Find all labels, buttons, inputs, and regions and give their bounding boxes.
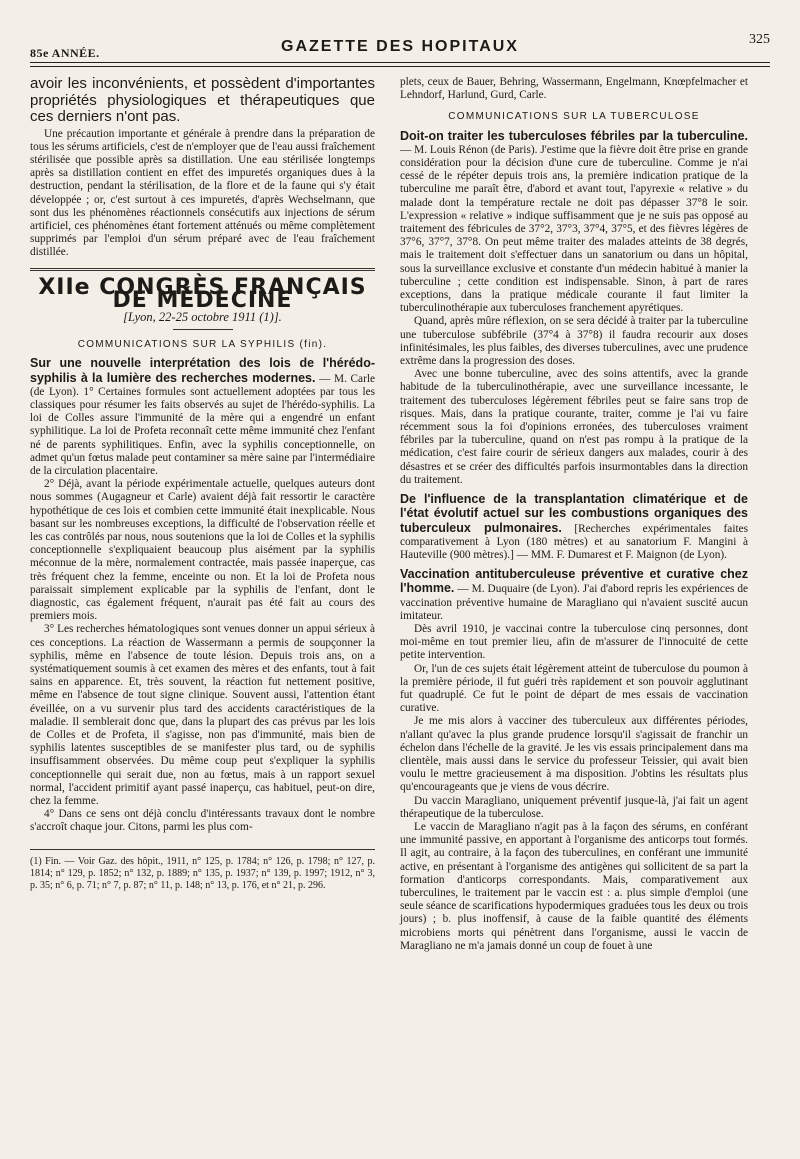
footnote-text: (1) Fin. — Voir Gaz. des hôpit., 1911, n° 125, p. 1784; n° 126, p. 1798; n° 127, p. 1814; n° 129, p. 1852; n° 132, p. 1889; n° 135, p. 1937; n° 139, p. 1997; 1912, n° 3, p. 35; n° 6, p. 71; n° 7, p. 87; n° 11, p. 148; n° 13, p. 176, et n° 21, p. 296.: [30, 855, 375, 891]
article-author: — M. Duquaire (de Lyon).: [457, 583, 580, 596]
section-divider: [30, 268, 375, 271]
footnote: [30, 849, 375, 892]
article-author: — M. Carle (de Lyon).: [30, 372, 375, 398]
paragraph: Dès avril 1910, je vaccinai contre la tuberculose cinq personnes, dont moi-même en tout premier lieu, afin de m'assurer de l'innocuité de cette petite intervention.: [400, 622, 748, 662]
paragraph: 1° Certaines formules sont actuellement adoptées par tous les classiques pour résumer les faits observés au sujet de l'hérédo-syphilis. La loi de Colles assure l'immunité de la mère qui a engendré un enfant syphilitique. La loi de Profeta reconnaît cette même immunité chez l'enfant né de parents syphilitiques. Enfin, avec la syphilis conceptionnelle, on admet qu'un fœtus malade peut contaminer sa mère saine par l'intermédiaire de la circulation placentaire.: [30, 385, 375, 477]
paragraph: Avec une bonne tuberculine, avec des soins attentifs, avec la grande habitude de la tuberculinothérapie, avec une surveillance incessante, le traitement des tuberculoses légèrement fébriles peut se faire sans trop de risques. Mais, dans la pratique courante, traiter, comme je l'ai vu faire récemment sous la foi d'opinions erronées, des tuberculoses vraiment fébriles par la tuberculine, quand on n'est pas rompu à la pratique de la médication, c'est faire courir de sérieux dangers aux malades, courir à des désastres et se créer des difficultés parfois insurmontables dans la direction du traitement.: [400, 368, 748, 486]
paragraph: Du vaccin Maragliano, uniquement préventif jusque-là, j'ai fait un agent thérapeutique de la tuberculose.: [400, 794, 748, 820]
section-heading: COMMUNICATIONS SUR LA TUBERCULOSE: [448, 111, 700, 123]
paragraph: [Recherches expérimentales faites comparativement à Lyon (180 mètres) et au sanatorium F. Mangini à Hauteville (900 mètres).] — MM. F. Dumarest et F. Maignon (de Lyon).: [400, 522, 749, 561]
year-label: 85e ANNÉE.: [30, 46, 100, 60]
article-title: Doit-on traiter les tuberculoses fébriles par la tuberculine.: [400, 128, 748, 143]
paragraph: 4° Dans ce sens ont déjà conclu d'intéressants travaux dont le nombre s'accroît chaque jour. Citons, parmi les plus com-: [30, 808, 375, 834]
congress-dates: [Lyon, 22-25 octobre 1911 (1)].: [123, 309, 282, 324]
paragraph: Une précaution importante et générale à prendre dans la préparation de tous les sérums artificiels, c'est de n'employer que de l'eau aussi fraîchement stérilisée que possible après sa distillation. Une eau stérilisée longtemps après sa distillation contient en effet des impuretés organiques dues à la destruction, pendant la stérilisation, de la flore et de la faune qui s'y était développée ; or, c'est surtout à ces impuretés, d'après Wechselmann, que sont dus les phénomènes réactionnels consécutifs aux injections de sérum artificiel, ces phénomènes étant fortement atténués ou même complètement supprimés par l'emploi d'un sérum préparé avec de l'eau fraîchement distillée.: [30, 127, 375, 259]
paragraph: Or, l'un de ces sujets était légèrement atteint de tuberculose du poumon à la première période, il fut guéri très rapidement et son pouvoir agglutinant fut quadruplé. Ce fut le point de départ de mes essais de vaccination curative.: [400, 662, 748, 715]
header-rule-2: [30, 66, 770, 67]
paragraph: J'ai d'abord repris les expériences de vaccination préventive humaine de Maragliano qui n'avaient suscité aucun imitateur.: [400, 583, 749, 622]
right-column: [400, 76, 748, 953]
page-number: 325: [749, 32, 770, 47]
left-column: [30, 76, 375, 892]
article-title: Sur une nouvelle interprétation des lois de l'hérédo-syphilis à la lumière des recherches modernes.: [30, 356, 375, 385]
article-author: — M. Louis Rénon (de Paris).: [400, 143, 538, 156]
short-divider: [173, 329, 233, 330]
section-heading: COMMUNICATIONS SUR LA SYPHILIS (fin).: [77, 339, 328, 351]
journal-title: GAZETTE DES HOPITAUX: [281, 38, 519, 55]
paragraph: 3° Les recherches hématologiques sont venues donner un appui sérieux à ces conceptions. La réaction de Wassermann a permis de soupçonner la syphilis, même en l'absence de toute lésion. Depuis trois ans, on a systématiquement soumis à cet examen des mères et des enfants, tout à fait sains en apparence. Et, très souvent, la réaction fut nettement positive, même en l'absence de tout signe clinique. Souvent aussi, l'attention étant éveillée, on a vu survenir plus tard des accidents caractéristiques de la maladie. Il semblerait donc que, dans la plupart des cas prévus par les lois de Colles et de Profeta, il s'agisse, non pas d'immunité, mais bien de syphilis latentes susceptibles de se manifester plus tard, ou de syphilis insuffisamment observées. Du même coup peut s'expliquer la syphilis conceptionnelle qui serait due, non au fœtus, mais à un rapport sexuel normal, l'accident primitif ayant passé inaperçu, cas habituel, peut-on dire, chez la femme.: [30, 623, 375, 808]
page-header: [30, 32, 770, 62]
article-title: De l'influence de la transplantation climatérique et de l'état évolutif actuel sur les combustions organiques des tuberculeux pulmonaires.: [400, 492, 748, 535]
paragraph: J'estime que la fièvre doit être prise en grande considération pour la décision d'une cure de tuberculine. Comme je n'ai cessé de le répéter depuis trois ans, la première indication pratique de la tuberculine me paraît être, d'abord et avant tout, l'apyrexie « relative » du malade dont la température rectale ne doit pas dépasser 37°8 le soir. L'expression « relative » indique suffisamment que je ne suis pas opposé au traitement des fébricules de 37°2, 37°3, 37°4, 37°5, et des fièvres légères de 37°6, 37°7, 37°8. On peut même traiter des malades atteints de 38 degrés, mais le traitement doit s'effectuer dans un sanatorium ou dans un hôpital, sous la surveillance exclusive et constante d'un médecin habitué à manier la tuberculine ; cette condition est indispensable. Sinon, à part de rares exceptions, dans la pratique médicale courante il faut limiter la tuberculinothérapie aux tuberculoses franchement apyrétiques.: [400, 143, 748, 315]
intro-text: avoir les inconvénients, et possèdent d'importantes propriétés physiologiques et thérapeutiques que ces derniers n'ont pas.: [30, 75, 375, 125]
header-rule: [30, 62, 770, 63]
paragraph: 2° Déjà, avant la période expérimentale actuelle, quelques auteurs dont nous sommes (Augagneur et Carle) avaient déjà fait ressortir le caractère hypothétique de ces lois et combien cette immunité était inexplicable. Nous basant sur les nombreuses exceptions, la difficulté de l'observation réelle et les cas contrôlés par nous, nous soutenions que la loi de Colles et la syphilis conceptionnelle s'expliquaient beaucoup plus aisément par la syphilis méconnue de la mère, normalement contractée, mais passée inaperçue, cas très fréquent chez la femme, enceinte ou non. Et la loi de Profeta nous paraissait simplement explicable par la syphilis de l'enfant, dont le diagnostic, cas également fréquent, n'aurait pas été fait au cours des premiers mois.: [30, 478, 375, 623]
paragraph: plets, ceux de Bauer, Behring, Wassermann, Engelmann, Knœpfelmacher et Lehndorf, Harlund, Gurd, Carle.: [400, 76, 748, 102]
paragraph: Le vaccin de Maragliano n'agit pas à la façon des sérums, en conférant une immunité passive, en apportant à l'organisme des anticorps tout formés. Il agit, au contraire, à la façon des tuberculines, en conférant une immunité active, en présentant à l'organisme des antigènes qui sollicitent de sa part la formation d'anticorps correspondants. Mais, comparativement aux tuberculines, le traitement par le vaccin est : a. plus simple d'emploi (une seule séance de scarifications hypodermiques graduées tous les deux ou trois jours) ; b. plus inoffensif, à cause de la faible quantité des éléments microbiens morts qui pénètrent dans l'organisme, aussi le vaccin de Maragliano ne m'a jamais donné un coup de fouet à une: [400, 820, 748, 952]
congress-title: XIIe CONGRÈS FRANÇAIS DE MÉDECINE: [38, 274, 367, 313]
paragraph: Quand, après mûre réflexion, on se sera décidé à traiter par la tuberculine une tuberculose subfébrile (37°4 à 37°8) il faudra recourir aux doses infinitésimales, les plus faibles, des diverses tuberculines, avec une prudence extrême dans la progression des doses.: [400, 315, 748, 368]
paragraph: Je me mis alors à vacciner des tuberculeux aux différentes périodes, n'allant qu'avec la plus grande prudence lorsqu'il s'agissait de franchir un échelon dans l'échelle de la gravité. Je les vis essais principalement dans ma clientèle, mais aussi dans le service du professeur Teissier, qui avait bien voulu le mettre gracieusement à ma disposition. J'obtins les résultats plus qu'encourageants que je viens de vous décrire.: [400, 715, 748, 794]
article-title: Vaccination antituberculeuse préventive et curative chez l'homme.: [400, 567, 748, 596]
